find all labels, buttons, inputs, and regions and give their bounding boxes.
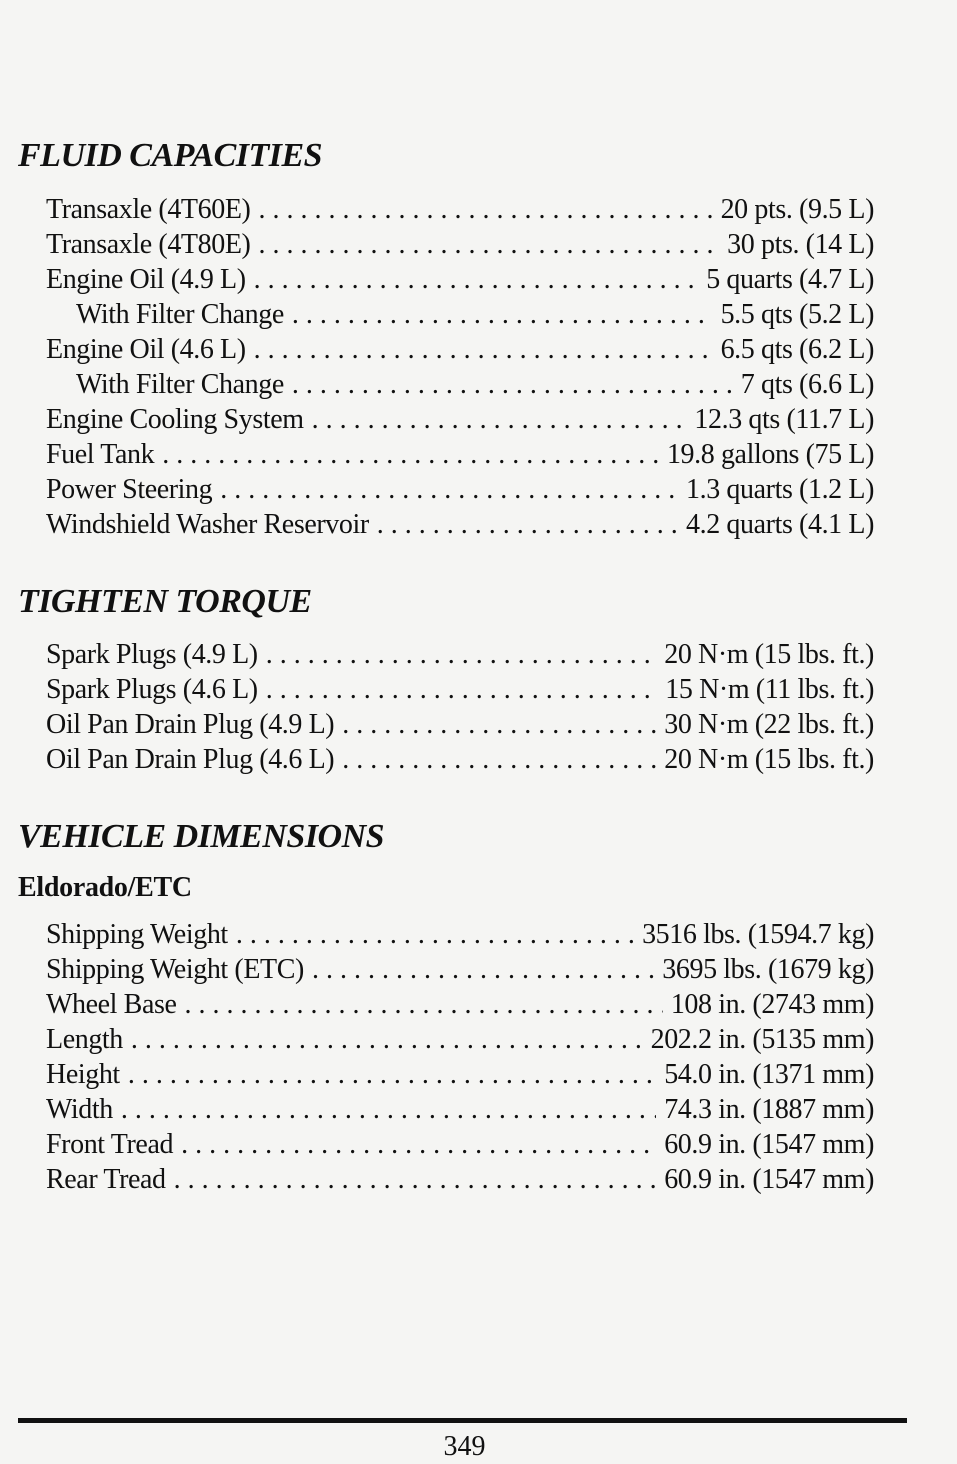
spec-label: With Filter Change — [76, 299, 284, 330]
spec-label: Fuel Tank — [46, 439, 155, 470]
spec-label: Shipping Weight — [46, 919, 228, 950]
spec-row-shipping-weight — [46, 917, 874, 952]
spec-value: 60.9 in. (1547 mm) — [664, 1164, 874, 1195]
spec-value: 108 in. (2743 mm) — [670, 989, 874, 1020]
dot-leader — [254, 332, 713, 367]
tighten-torque-list — [46, 637, 874, 777]
spec-row-engine-oil-4-9 — [46, 262, 874, 297]
spec-value: 74.3 in. (1887 mm) — [664, 1094, 874, 1125]
spec-row-filter-change-4-9 — [46, 297, 874, 332]
dot-leader — [266, 637, 657, 672]
spec-row-filter-change-4-6 — [46, 367, 874, 402]
dot-leader — [181, 1127, 656, 1162]
spec-row-oil-pan-drain-plug-4-9 — [46, 707, 874, 742]
dot-leader — [258, 227, 719, 262]
page-number: 349 — [443, 1431, 486, 1462]
spec-row-wheel-base — [46, 987, 874, 1022]
spec-row-width — [46, 1092, 874, 1127]
spec-label: Engine Oil (4.6 L) — [46, 334, 246, 365]
spec-value: 6.5 qts (6.2 L) — [720, 334, 874, 365]
dot-leader — [292, 297, 713, 332]
spec-label: With Filter Change — [76, 369, 284, 400]
spec-value: 20 pts. (9.5 L) — [720, 194, 874, 225]
model-subheading: Eldorado/ETC — [18, 872, 192, 903]
spec-row-rear-tread — [46, 1162, 874, 1197]
spec-value: 4.2 quarts (4.1 L) — [686, 509, 874, 540]
spec-row-front-tread — [46, 1127, 874, 1162]
spec-value: 1.3 quarts (1.2 L) — [686, 474, 874, 505]
spec-row-engine-cooling-system — [46, 402, 874, 437]
spec-label: Spark Plugs (4.9 L) — [46, 639, 258, 670]
spec-label: Spark Plugs (4.6 L) — [46, 674, 258, 705]
spec-row-spark-plugs-4-9 — [46, 637, 874, 672]
spec-label: Rear Tread — [46, 1164, 166, 1195]
spec-value: 5.5 qts (5.2 L) — [720, 299, 874, 330]
spec-label: Oil Pan Drain Plug (4.6 L) — [46, 744, 335, 775]
spec-value: 202.2 in. (5135 mm) — [650, 1024, 874, 1055]
spec-row-transaxle-4t80e — [46, 227, 874, 262]
spec-label: Oil Pan Drain Plug (4.9 L) — [46, 709, 335, 740]
dot-leader — [121, 1092, 656, 1127]
dot-leader — [258, 192, 712, 227]
spec-value: 19.8 gallons (75 L) — [666, 439, 874, 470]
dot-leader — [185, 987, 663, 1022]
spec-value: 60.9 in. (1547 mm) — [664, 1129, 874, 1160]
spec-label: Length — [46, 1024, 123, 1055]
spec-value: 7 qts (6.6 L) — [740, 369, 874, 400]
spec-value: 30 pts. (14 L) — [727, 229, 874, 260]
spec-row-height — [46, 1057, 874, 1092]
vehicle-dimensions-list — [46, 917, 874, 1197]
spec-label: Engine Oil (4.9 L) — [46, 264, 246, 295]
dot-leader — [131, 1022, 643, 1057]
spec-label: Power Steering — [46, 474, 213, 505]
spec-row-transaxle-4t60e — [46, 192, 874, 227]
spec-value: 12.3 qts (11.7 L) — [694, 404, 874, 435]
footer-rule — [18, 1418, 907, 1423]
spec-label: Width — [46, 1094, 113, 1125]
dot-leader — [174, 1162, 657, 1197]
spec-row-oil-pan-drain-plug-4-6 — [46, 742, 874, 777]
spec-row-washer-reservoir — [46, 507, 874, 542]
spec-value: 54.0 in. (1371 mm) — [664, 1059, 874, 1090]
spec-value: 30 N·m (22 lbs. ft.) — [664, 709, 874, 740]
spec-value: 20 N·m (15 lbs. ft.) — [664, 639, 874, 670]
spec-row-power-steering — [46, 472, 874, 507]
spec-value: 15 N·m (11 lbs. ft.) — [665, 674, 874, 705]
dot-leader — [292, 367, 733, 402]
spec-value: 3695 lbs. (1679 kg) — [662, 954, 874, 985]
spec-value: 5 quarts (4.7 L) — [706, 264, 874, 295]
dot-leader — [342, 742, 656, 777]
dot-leader — [342, 707, 656, 742]
spec-value: 20 N·m (15 lbs. ft.) — [664, 744, 874, 775]
spec-row-spark-plugs-4-6 — [46, 672, 874, 707]
dot-leader — [312, 402, 687, 437]
spec-label: Height — [46, 1059, 120, 1090]
dot-leader — [266, 672, 658, 707]
spec-label: Windshield Washer Reservoir — [46, 509, 369, 540]
dot-leader — [128, 1057, 656, 1092]
dot-leader — [377, 507, 678, 542]
spec-row-shipping-weight-etc — [46, 952, 874, 987]
dot-leader — [254, 262, 699, 297]
fluid-capacities-heading: FLUID CAPACITIES — [18, 137, 323, 174]
spec-label: Transaxle (4T60E) — [46, 194, 251, 225]
spec-label: Transaxle (4T80E) — [46, 229, 251, 260]
spec-label: Front Tread — [46, 1129, 174, 1160]
dot-leader — [236, 917, 634, 952]
fluid-capacities-list — [46, 192, 874, 542]
dot-leader — [220, 472, 678, 507]
tighten-torque-heading: TIGHTEN TORQUE — [18, 583, 312, 620]
spec-value: 3516 lbs. (1594.7 kg) — [642, 919, 874, 950]
dot-leader — [162, 437, 659, 472]
spec-label: Engine Cooling System — [46, 404, 304, 435]
dot-leader — [312, 952, 654, 987]
spec-row-engine-oil-4-6 — [46, 332, 874, 367]
spec-label: Shipping Weight (ETC) — [46, 954, 304, 985]
spec-label: Wheel Base — [46, 989, 177, 1020]
vehicle-dimensions-heading: VEHICLE DIMENSIONS — [18, 818, 385, 855]
spec-row-fuel-tank — [46, 437, 874, 472]
spec-row-length — [46, 1022, 874, 1057]
